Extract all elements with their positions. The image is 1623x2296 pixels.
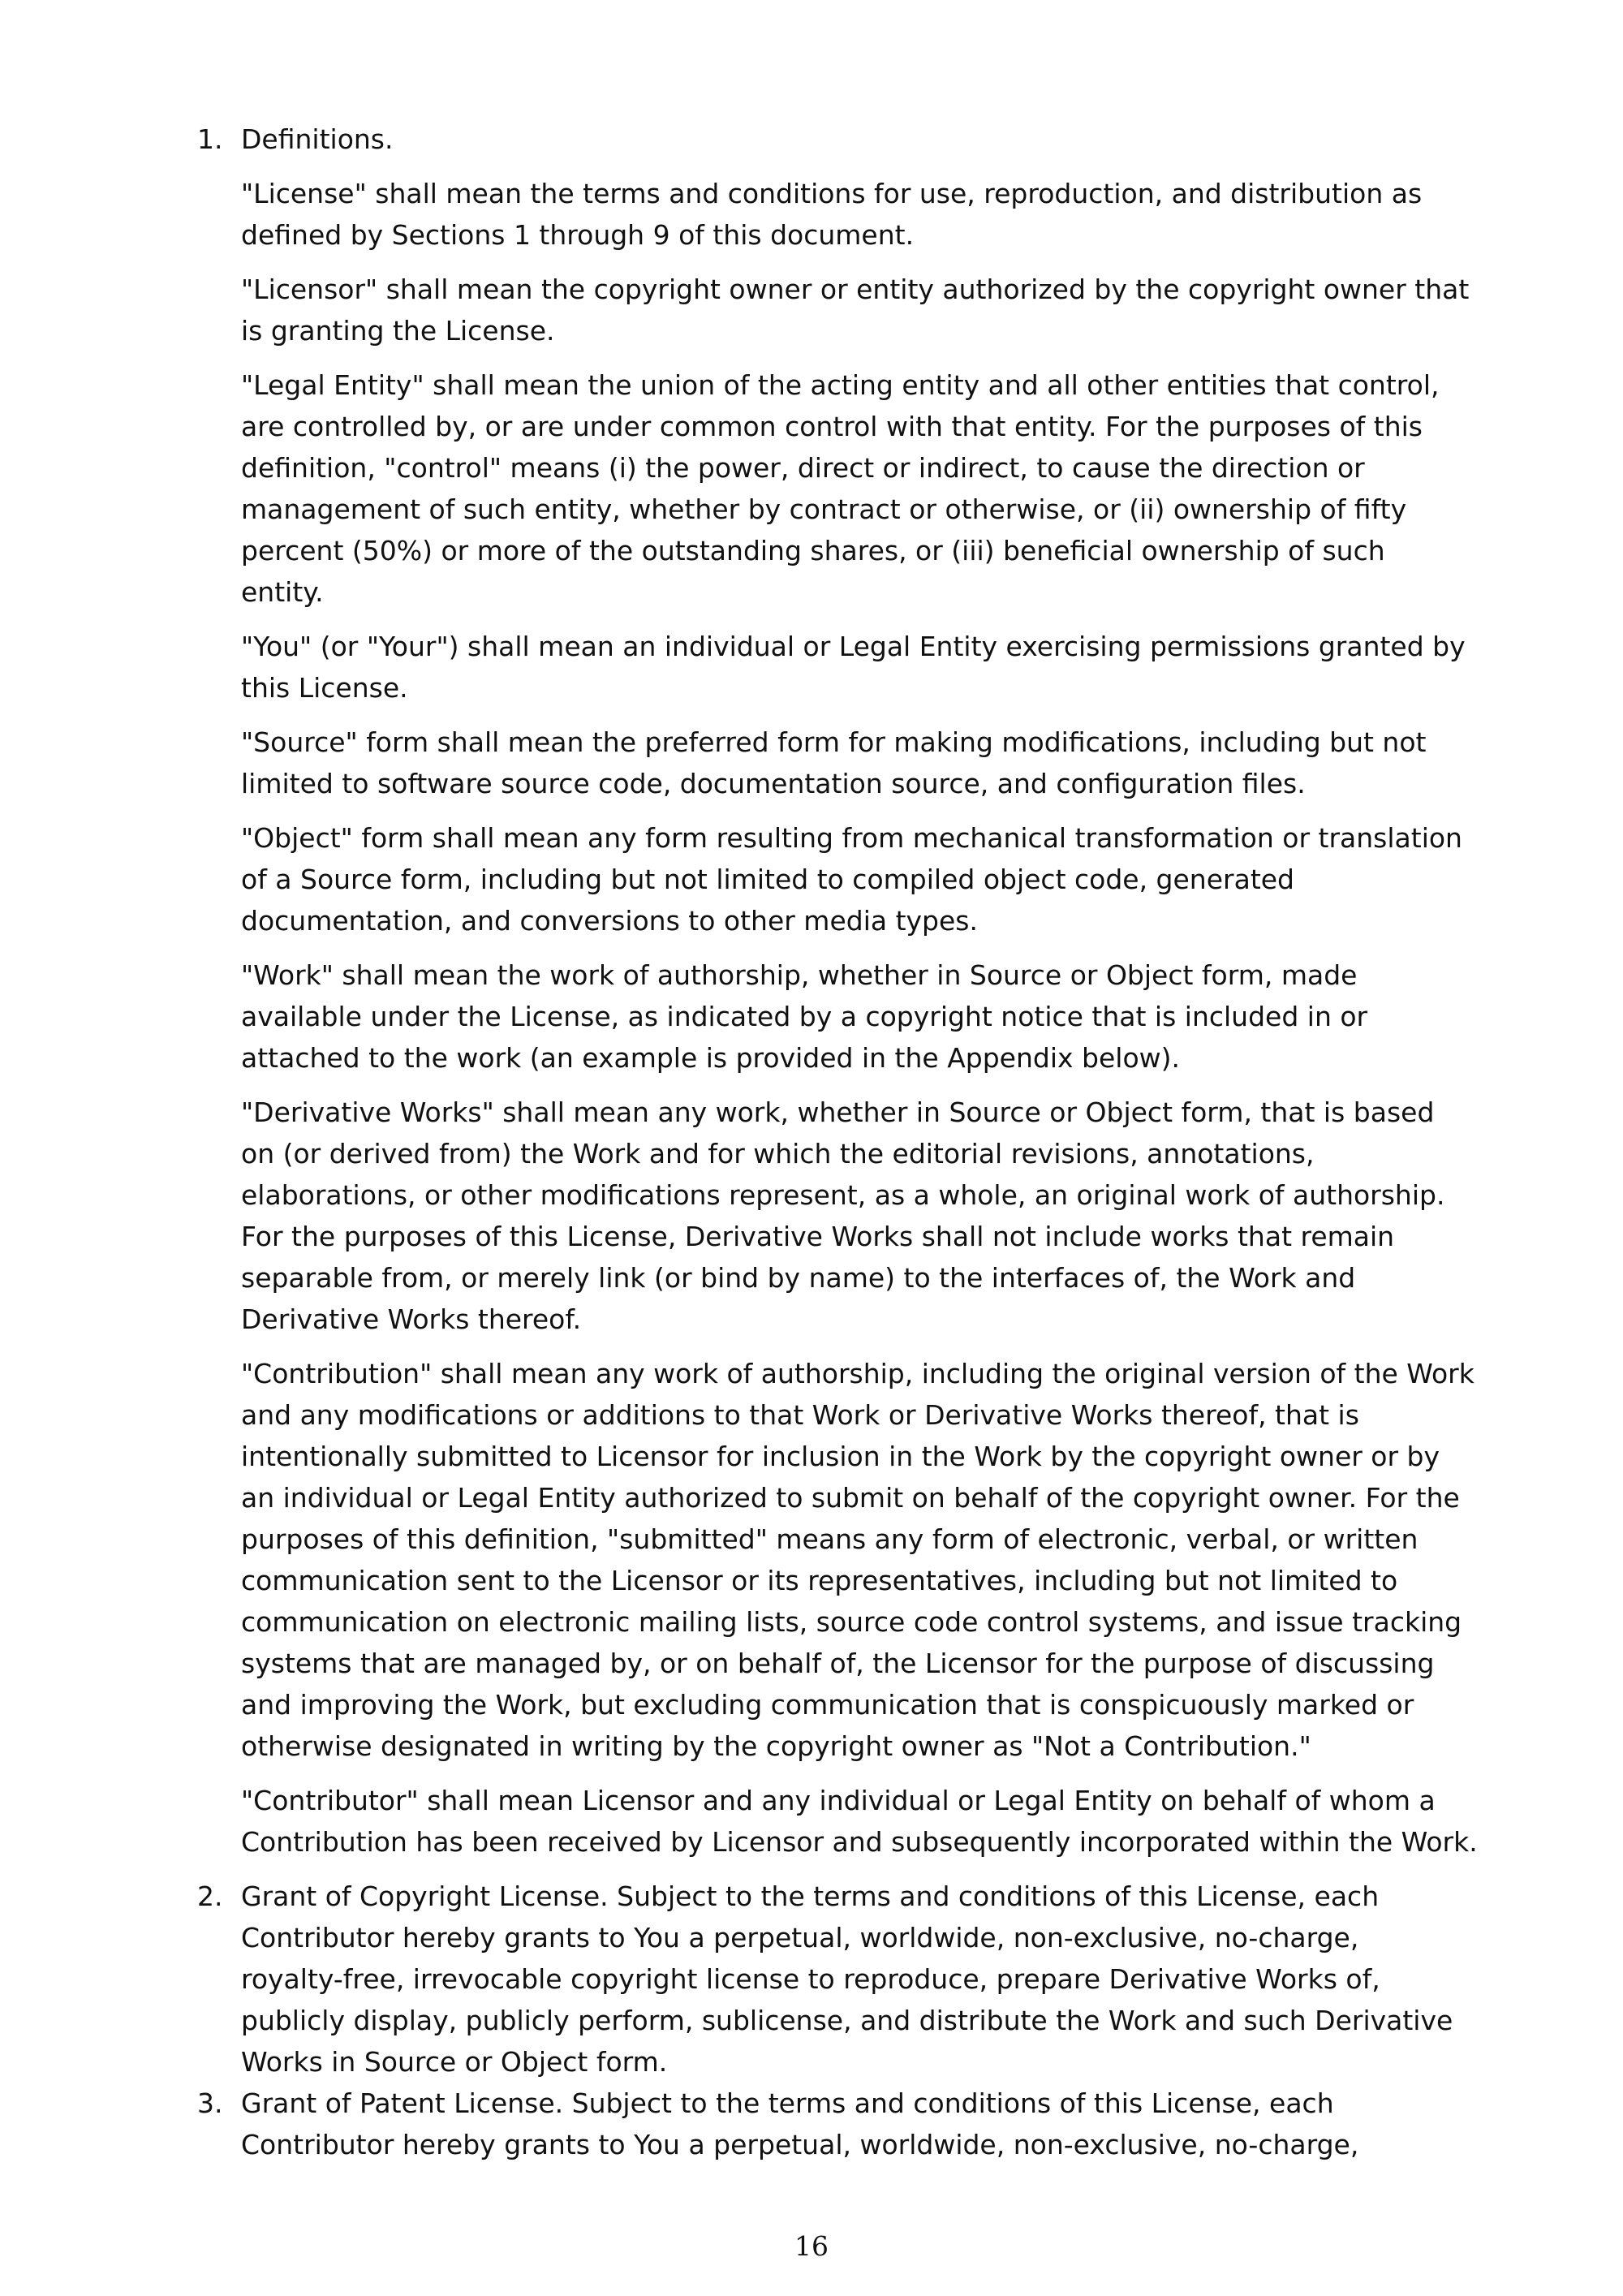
definition-derivative-works: "Derivative Works" shall mean any work, whether in Source or Object form, that is based on (or derived from) the Work and for which the editorial revisions, annotations, elaborations, or other modifications represent, as a whole, an original work of authorship. For the purposes of this License, Derivative Works shall not include works that remain separable from, or merely link (or bind by name) to the interfaces of, the Work and Derivative Works thereof. xyxy=(241,1096,1445,1335)
page-number: 16 xyxy=(794,2230,829,2262)
definition-legal-entity: "Legal Entity" shall mean the union of the acting entity and all other entities that control, are controlled by, or are under common control with that entity. For the purposes of this definition, "control" means (i) the power, direct or indirect, to cause the direction or management of such entity, whether by contract or otherwise, or (ii) ownership of fifty percent (50%) or more of the outstanding shares, or (iii) beneficial ownership of such entity. xyxy=(241,369,1440,608)
definition-contribution: "Contribution" shall mean any work of authorship, including the original version of the Work and any modifications or additions to that Work or Derivative Works thereof, that is intentionally submitted to Licensor for inclusion in the Work by the copyright owner or by an individual or Legal Entity authorized to submit on behalf of the copyright owner. For the purposes of this definition, "submitted" means any form of electronic, verbal, or written communication sent to the Licensor or its representatives, including but not limited to communication on electronic mailing lists, source code control systems, and issue tracking systems that are managed by, or on behalf of, the Licensor for the purpose of discussing and improving the Work, but excluding communication that is conspicuously marked or otherwise designated in writing by the copyright owner as "Not a Contribution." xyxy=(241,1358,1474,1762)
definition-contributor: "Contributor" shall mean Licensor and any individual or Legal Entity on behalf of whom a Contribution has been received by Licensor and subsequently incorporated within the Work. xyxy=(241,1785,1478,1858)
definition-work: "Work" shall mean the work of authorship, whether in Source or Object form, made available under the License, as indicated by a copyright notice that is included in or attached to the work (an example is provided in the Appendix below). xyxy=(241,959,1368,1074)
definition-object: "Object" form shall mean any form resulting from mechanical transformation or translation of a Source form, including but not limited to compiled object code, generated documentation, and conversions to other media types. xyxy=(241,822,1462,937)
section-1-definitions xyxy=(191,118,1481,1863)
section-3-patent-license xyxy=(191,2083,1481,2165)
license-document-body xyxy=(191,118,1481,2165)
definition-source: "Source" form shall mean the preferred form for making modifications, including but not limited to software source code, documentation source, and configuration files. xyxy=(241,726,1427,799)
section-text: Grant of Copyright License. Subject to the terms and conditions of this License, each Contributor hereby grants to You a perpetual, worldwide, non-exclusive, no-charge, royalty-free, irrevocable copyright license to reproduce, prepare Derivative Works of, publicly display, publicly perform, sublicense, and distribute the Work and such Derivative Works in Source or Object form. xyxy=(241,1880,1453,2078)
section-number: 2. xyxy=(197,1880,223,1912)
section-number: 3. xyxy=(197,2087,223,2119)
section-heading: Definitions. xyxy=(241,123,394,155)
definition-license: "License" shall mean the terms and conditions for use, reproduction, and distribution as defined by Sections 1 through 9 of this document. xyxy=(241,178,1423,251)
section-text: Grant of Patent License. Subject to the terms and conditions of this License, each Contributor hereby grants to You a perpetual, worldwide, non-exclusive, no-charge, xyxy=(241,2087,1359,2160)
section-number: 1. xyxy=(197,123,223,155)
definition-you: "You" (or "Your") shall mean an individual or Legal Entity exercising permissions granted by this License. xyxy=(241,631,1466,704)
definition-licensor: "Licensor" shall mean the copyright owner or entity authorized by the copyright owner that is granting the License. xyxy=(241,274,1470,347)
section-2-copyright-license xyxy=(191,1876,1481,2083)
